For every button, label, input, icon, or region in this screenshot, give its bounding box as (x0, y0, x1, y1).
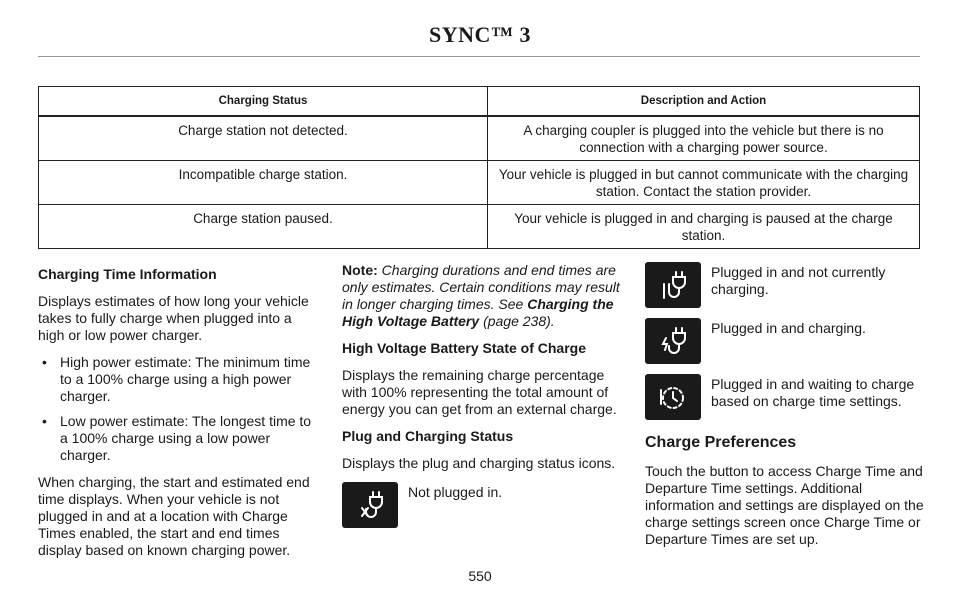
section-heading: High Voltage Battery State of Charge (342, 340, 587, 356)
section-heading: Charge Preferences (645, 434, 797, 451)
plug-unplugged-icon (342, 482, 398, 528)
table-cell: Your vehicle is plugged in and charging is paused at the charge station. (488, 205, 920, 249)
table-cell: Your vehicle is plugged in but cannot communicate with the charging station. Contact the station provider. (488, 161, 920, 205)
table-cell: Incompatible charge station. (39, 161, 488, 205)
plug-not-charging-icon (645, 262, 701, 308)
table-cell: Charge station paused. (39, 205, 488, 249)
icon-description: Not plugged in. (408, 484, 503, 500)
bullet-list (38, 354, 320, 464)
table-cell: A charging coupler is plugged into the vehicle but there is no connection with a charging power source. (488, 116, 920, 161)
page-reference: (page 238). (483, 313, 555, 329)
table-row (39, 161, 920, 205)
section-heading: Charging Time Information (38, 266, 217, 282)
column-left (38, 262, 320, 569)
paragraph: Displays the remaining charge percentage with 100% representing the total amount of energy you can get from an external charge. (342, 367, 617, 417)
note-text: Charging durations and end times are only estimates. Certain conditions may result in longer charging times. See (342, 262, 620, 312)
status-icon-row (645, 374, 927, 420)
status-icon-row (342, 482, 622, 528)
header-divider (38, 56, 920, 57)
section-heading: Plug and Charging Status (342, 428, 514, 444)
note-paragraph (342, 262, 622, 330)
status-icon-row (645, 262, 927, 308)
list-item: • Low power estimate: The longest time to a 100% charge using a low power charger. (38, 413, 320, 464)
table-row (39, 205, 920, 249)
note-label: Note: (342, 262, 378, 278)
status-icon-row (645, 318, 927, 364)
page-number: 550 (468, 568, 492, 584)
plug-waiting-icon (645, 374, 701, 420)
plug-charging-icon (645, 318, 701, 364)
page-header: SYNC™ 3 (429, 22, 531, 47)
column-header: Charging Status (39, 87, 488, 117)
table-row (39, 116, 920, 161)
paragraph: Touch the button to access Charge Time and Departure Time settings. Additional information and settings are displayed on the charge settings screen once Charge Time or Departure Times are set up. (645, 463, 924, 547)
charging-status-table (38, 86, 920, 249)
paragraph: Displays estimates of how long your vehicle takes to fully charge when plugged into a high or low power charger. (38, 293, 309, 343)
paragraph: When charging, the start and estimated end time displays. When your vehicle is not plugged in and at a location with Charge Times enabled, the start and end times display based on known charging power. (38, 474, 310, 558)
icon-description: Plugged in and not currently charging. (711, 264, 886, 297)
list-item: • High power estimate: The minimum time to a 100% charge using a high power charger. (38, 354, 320, 405)
icon-description: Plugged in and charging. (711, 320, 866, 336)
column-header: Description and Action (488, 87, 920, 117)
cross-reference-link[interactable]: Charging the High Voltage Battery (342, 296, 614, 329)
paragraph: Displays the plug and charging status icons. (342, 455, 616, 471)
icon-description: Plugged in and waiting to charge based on charge time settings. (711, 376, 915, 409)
column-middle (342, 262, 622, 538)
table-cell: Charge station not detected. (39, 116, 488, 161)
column-right (645, 262, 927, 558)
table-header-row (39, 87, 920, 117)
